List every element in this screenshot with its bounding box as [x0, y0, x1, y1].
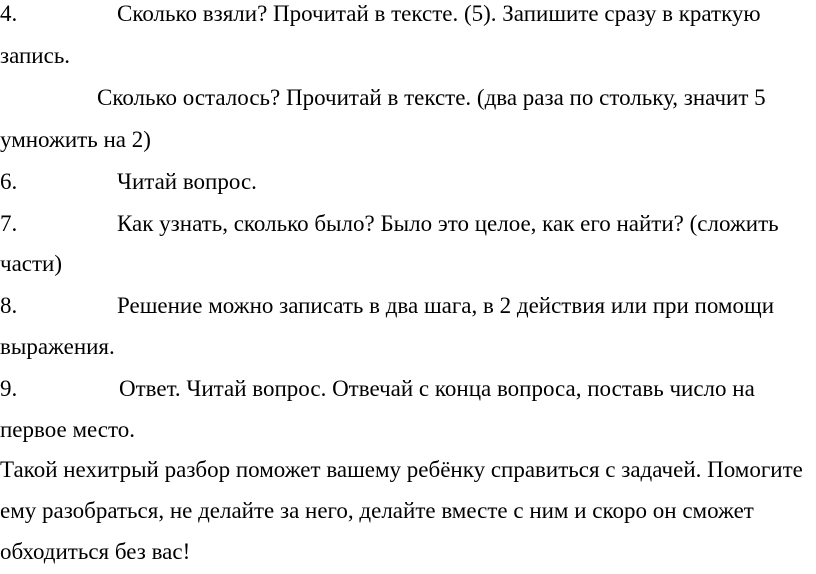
- item-text: Решение можно записать в два шага, в 2 действия или при помощи: [117, 293, 775, 318]
- item-text: Сколько осталось? Прочитай в тексте. (два раза по стольку, значит 5: [97, 85, 766, 110]
- item-number: 7.: [0, 211, 18, 236]
- item-text: Сколько взяли? Прочитай в тексте. (5). Запишите сразу в краткую: [117, 1, 761, 26]
- item-text: Ответ. Читай вопрос. Отвечай с конца вопроса, поставь число на: [119, 376, 755, 401]
- item-number: 8.: [0, 293, 18, 318]
- item-text-continuation: части): [0, 251, 63, 276]
- item-text-continuation: запись.: [0, 43, 71, 68]
- item-text-continuation: первое место.: [0, 417, 136, 442]
- item-text: Читай вопрос.: [117, 169, 257, 194]
- closing-paragraph-line: ему разобраться, не делайте за него, делайте вместе с ним и скоро он сможет: [0, 498, 754, 523]
- item-text-continuation: умножить на 2): [0, 127, 151, 152]
- item-text-continuation: выражения.: [0, 334, 115, 359]
- item-number: 4.: [0, 1, 18, 26]
- item-number: 6.: [0, 169, 18, 194]
- item-text: Как узнать, сколько было? Было это целое, как его найти? (сложить: [117, 211, 779, 236]
- closing-paragraph-line: Такой нехитрый разбор поможет вашему ребёнку справиться с задачей. Помогите: [0, 457, 803, 482]
- item-number: 9.: [0, 376, 18, 401]
- closing-paragraph-line: обходиться без вас!: [0, 539, 191, 564]
